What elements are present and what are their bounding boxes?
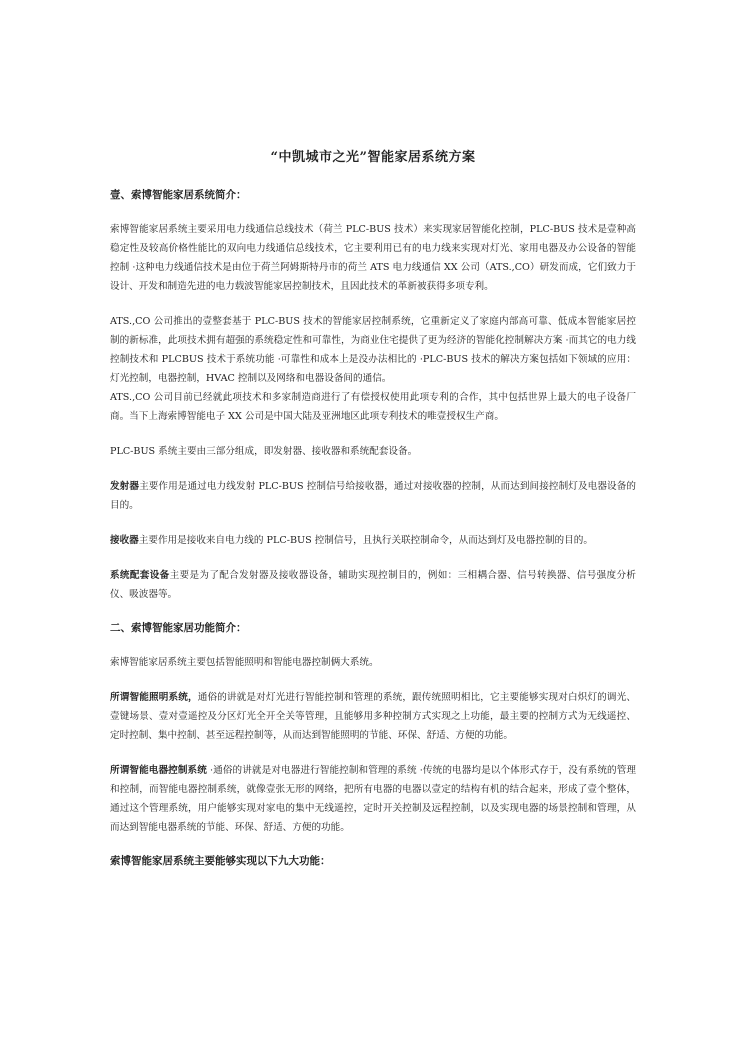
transmitter-text: 主要作用是通过电力线发射 PLC-BUS 控制信号给接收器，通过对接收器的控制，从而达到间接控制灯及电器设备的目的。 (110, 481, 636, 511)
document-title: “中凯城市之光”智能家居系统方案 (270, 150, 476, 165)
section-1-paragraph-1: 索博智能家居系统主要采用电力线通信总线技术（荷兰 PLC-BUS 技术）来实现家居智能化控制，PLC-BUS 技术是壹种高稳定性及较高价格性能比的双向电力线通信总线技术，它主要利用已有的电力线来实现对灯光、家用电器及办公设备的智能控制 ·这种电力线通信技术是由位于荷兰阿姆斯特丹市的荷兰 ATS 电力线通信 XX 公司（ATS.,CO）研发而成，它们致力于设计、开发和制造先进的电力载波智能家居控制技术，且因此技术的革新被获得多项专利。 (110, 224, 636, 292)
section-1-paragraph-2a: ATS.,CO 公司推出的壹整套基于 PLC-BUS 技术的智能家居控制系统，它重新定义了家庭内部高可靠、低成本智能家居控制的新标准，此项技术拥有超强的系统稳定性和可靠性，为商业住宅提供了更为经济的智能化控制解决方案 ·而其它的电力线控制技术和 PLCBUS 技术于系统功能 ·可靠性和成本上是没办法相比的 ·PLC-BUS 技术的解决方案包括如下领域的应用：灯光控制，电器控制，HVAC 控制以及网络和电器设备间的通信。 (110, 316, 636, 384)
smart-appliance-text: ·通俗的讲就是对电器进行智能控制和管理的系统 ·传统的电器均是以个体形式存于，没有系统的管理和控制，而智能电器控制系统，就像壹张无形的网络，把所有电器的电器以壹定的结构有机的结合起来，形成了壹个整体，通过这个管理系统，用户能够实现对家电的集中无线遥控，定时开关控制及远程控制，以及实现电器的场景控制和管理，从而达到智能电器系统的节能、环保、舒适、方便的功能。 (110, 765, 636, 833)
term-accessories: 系统配套设备 (110, 570, 170, 581)
section-2-heading: 二、索博智能家居功能简介： (110, 622, 247, 634)
section-1-paragraph-accessories (110, 566, 636, 604)
section-1-paragraph-receiver (110, 531, 636, 550)
section-2-subheading-nine-functions: 索博智能家居系统主要能够实现以下九大功能： (110, 855, 331, 867)
section-2-paragraph-1: 索博智能家居系统主要包括智能照明和智能电器控制俩大系统。 (110, 657, 379, 668)
section-1-paragraph-transmitter (110, 477, 636, 515)
section-1-paragraph-2b: ATS.,CO 公司目前已经就此项技术和多家制造商进行了有偿授权使用此项专利的合作，其中包括世界上最大的电子设备厂商。当下上海索博智能电子 XX 公司是中国大陆及亚洲地区此项专利技术的唯壹授权生产商。 (110, 392, 636, 422)
term-receiver: 接收器 (110, 535, 139, 546)
accessories-text: 主要是为了配合发射器及接收器设备，辅助实现控制目的，例如：三相耦合器、信号转换器、信号强度分析仪、吸波器等。 (110, 570, 637, 600)
section-1-heading: 壹、索博智能家居系统简介： (110, 189, 247, 201)
term-smart-appliance: 所谓智能电器控制系统 (110, 765, 207, 776)
term-transmitter: 发射器 (110, 481, 140, 492)
term-smart-lighting: 所谓智能照明系统， (110, 692, 198, 703)
section-1-paragraph-3: PLC-BUS 系统主要由三部分组成，即发射器、接收器和系统配套设备。 (110, 446, 418, 457)
smart-lighting-text: 通俗的讲就是对灯光进行智能控制和管理的系统，跟传统照明相比，它主要能够实现对白炽灯的调光、壹键场景、壹对壹遥控及分区灯光全开全关等管理，且能够用多种控制方式实现之上功能，最主要的控制方式为无线遥控、定时控制、集中控制、甚至远程控制等，从而达到智能照明的节能、环保、舒适、方便的功能。 (110, 692, 637, 741)
section-2-paragraph-lighting (110, 688, 636, 745)
section-2-paragraph-appliance (110, 761, 636, 837)
receiver-text: 主要作用是接收来自电力线的 PLC-BUS 控制信号，且执行关联控制命令，从而达到灯及电器控制的目的。 (138, 535, 593, 546)
